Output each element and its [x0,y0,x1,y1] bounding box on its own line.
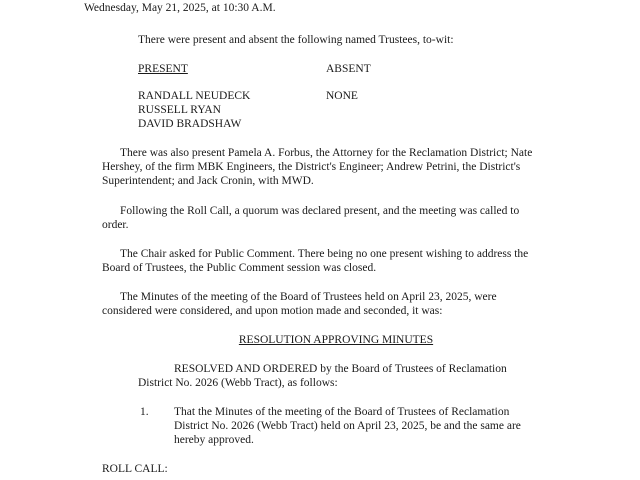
also-present-line-3: Superintendent; and Jack Cronin, with MWD. [102,175,314,187]
roll-call-line-2: order. [102,219,129,231]
present-name: DAVID BRADSHAW [138,118,242,130]
minutes-line-1: The Minutes of the meeting of the Board of Trustees held on April 23, 2025, were [120,291,497,303]
public-comment-line-2: Board of Trustees, the Public Comment session was closed. [102,262,377,274]
item-line-2: District No. 2026 (Webb Tract) held on April 23, 2025, be and the same are [174,420,521,432]
absent-heading: ABSENT [326,63,371,75]
present-name: RANDALL NEUDECK [138,90,251,102]
presence-intro: There were present and absent the following named Trustees, to-wit: [138,34,454,46]
item-line-1: That the Minutes of the meeting of the Board of Trustees of Reclamation [174,406,510,418]
also-present-line-2: Hershey, of the firm MBK Engineers, the District's Engineer; Andrew Petrini, the District's [102,161,521,173]
item-number: 1. [140,406,149,418]
resolved-line-1: RESOLVED AND ORDERED by the Board of Trustees of Reclamation [174,363,507,375]
absent-name: NONE [326,90,358,102]
also-present-line-1: There was also present Pamela A. Forbus, the Attorney for the Reclamation District; Nate [120,147,533,159]
minutes-line-2: considered were considered, and upon motion made and seconded, it was: [102,305,443,317]
resolution-heading: RESOLUTION APPROVING MINUTES [238,334,434,346]
roll-call-heading: ROLL CALL: [102,463,168,475]
roll-call-line-1: Following the Roll Call, a quorum was declared present, and the meeting was called to [120,205,520,217]
present-name: RUSSELL RYAN [138,104,221,116]
resolved-line-2: District No. 2026 (Webb Tract), as follows: [138,377,338,389]
present-heading: PRESENT [138,63,188,75]
public-comment-line-1: The Chair asked for Public Comment. There being no one present wishing to address the [120,248,529,260]
item-line-3: hereby approved. [174,434,254,446]
meeting-date-line: Wednesday, May 21, 2025, at 10:30 A.M. [84,2,276,14]
